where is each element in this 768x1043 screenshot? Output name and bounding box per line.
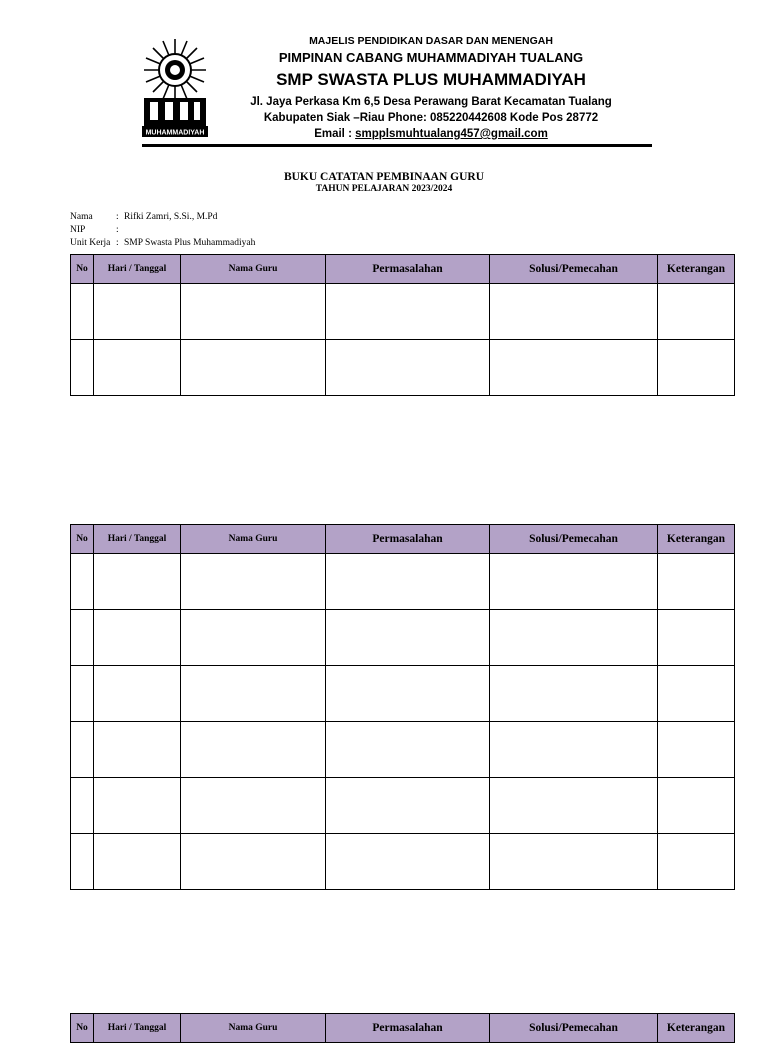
header-permasalahan: Permasalahan bbox=[326, 525, 490, 554]
cell-permasalahan[interactable] bbox=[326, 722, 490, 778]
header-keterangan: Keterangan bbox=[658, 1014, 735, 1043]
header-hari-tanggal: Hari / Tanggal bbox=[94, 1014, 181, 1043]
cell-solusi[interactable] bbox=[490, 666, 658, 722]
info-label: Unit Kerja bbox=[70, 238, 111, 248]
letterhead bbox=[140, 30, 652, 150]
info-row-nip bbox=[70, 224, 255, 237]
school-email-line bbox=[230, 128, 632, 140]
document-subtitle: TAHUN PELAJARAN 2023/2024 bbox=[315, 184, 453, 194]
header-nama-guru: Nama Guru bbox=[181, 1014, 326, 1043]
table-row bbox=[71, 722, 735, 778]
cell-hari-tanggal[interactable] bbox=[94, 284, 181, 340]
cell-no[interactable] bbox=[71, 284, 94, 340]
cell-solusi[interactable] bbox=[490, 778, 658, 834]
cell-nama-guru[interactable] bbox=[181, 554, 326, 610]
cell-permasalahan[interactable] bbox=[326, 778, 490, 834]
info-colon: : bbox=[116, 238, 119, 248]
muhammadiyah-logo-icon bbox=[140, 36, 210, 138]
cell-hari-tanggal[interactable] bbox=[94, 340, 181, 396]
header-nama-guru: Nama Guru bbox=[181, 525, 326, 554]
coaching-log-table bbox=[70, 254, 735, 396]
cell-keterangan[interactable] bbox=[658, 610, 735, 666]
info-row-nama bbox=[70, 211, 255, 224]
coaching-log-table bbox=[70, 524, 735, 890]
cell-keterangan[interactable] bbox=[658, 284, 735, 340]
cell-keterangan[interactable] bbox=[658, 834, 735, 890]
cell-solusi[interactable] bbox=[490, 554, 658, 610]
header-keterangan: Keterangan bbox=[658, 525, 735, 554]
cell-solusi[interactable] bbox=[490, 722, 658, 778]
info-label: Nama bbox=[70, 212, 93, 222]
table-row bbox=[71, 666, 735, 722]
header-no: No bbox=[71, 255, 94, 284]
cell-permasalahan[interactable] bbox=[326, 666, 490, 722]
cell-nama-guru[interactable] bbox=[181, 284, 326, 340]
school-address: Jl. Jaya Perkasa Km 6,5 Desa Perawang Barat Kecamatan Tualang bbox=[250, 96, 612, 108]
table-row bbox=[71, 284, 735, 340]
cell-solusi[interactable] bbox=[490, 284, 658, 340]
logo-label: MUHAMMADIYAH bbox=[145, 129, 205, 137]
header-no: No bbox=[71, 525, 94, 554]
cell-keterangan[interactable] bbox=[658, 554, 735, 610]
cell-no[interactable] bbox=[71, 340, 94, 396]
cell-no[interactable] bbox=[71, 722, 94, 778]
cell-hari-tanggal[interactable] bbox=[94, 834, 181, 890]
info-value: Rifki Zamri, S.Si., M.Pd bbox=[124, 212, 218, 222]
email-label: Email : bbox=[314, 128, 356, 140]
header-solusi: Solusi/Pemecahan bbox=[490, 255, 658, 284]
header-permasalahan: Permasalahan bbox=[326, 1014, 490, 1043]
cell-permasalahan[interactable] bbox=[326, 834, 490, 890]
cell-solusi[interactable] bbox=[490, 340, 658, 396]
email-link[interactable]: smpplsmuhtualang457@gmail.com bbox=[355, 128, 548, 140]
header-solusi: Solusi/Pemecahan bbox=[490, 1014, 658, 1043]
school-contact: Kabupaten Siak –Riau Phone: 085220442608 Kode Pos 28772 bbox=[263, 112, 599, 124]
cell-no[interactable] bbox=[71, 610, 94, 666]
table-header-row bbox=[71, 255, 735, 284]
cell-hari-tanggal[interactable] bbox=[94, 554, 181, 610]
header-solusi: Solusi/Pemecahan bbox=[490, 525, 658, 554]
info-value: SMP Swasta Plus Muhammadiyah bbox=[124, 238, 256, 248]
teacher-info bbox=[70, 211, 255, 250]
cell-no[interactable] bbox=[71, 666, 94, 722]
cell-permasalahan[interactable] bbox=[326, 554, 490, 610]
cell-no[interactable] bbox=[71, 554, 94, 610]
cell-hari-tanggal[interactable] bbox=[94, 778, 181, 834]
table-header-row bbox=[71, 1014, 735, 1043]
cell-nama-guru[interactable] bbox=[181, 610, 326, 666]
table-row bbox=[71, 834, 735, 890]
cell-no[interactable] bbox=[71, 778, 94, 834]
council-name: MAJELIS PENDIDIKAN DASAR DAN MENENGAH bbox=[309, 35, 553, 47]
cell-keterangan[interactable] bbox=[658, 722, 735, 778]
branch-name: PIMPINAN CABANG MUHAMMADIYAH TUALANG bbox=[278, 50, 584, 65]
cell-permasalahan[interactable] bbox=[326, 610, 490, 666]
header-permasalahan: Permasalahan bbox=[326, 255, 490, 284]
cell-hari-tanggal[interactable] bbox=[94, 610, 181, 666]
cell-keterangan[interactable] bbox=[658, 778, 735, 834]
info-colon: : bbox=[116, 225, 119, 235]
cell-solusi[interactable] bbox=[490, 610, 658, 666]
table-row bbox=[71, 554, 735, 610]
table-row bbox=[71, 778, 735, 834]
cell-hari-tanggal[interactable] bbox=[94, 722, 181, 778]
document-title: BUKU CATATAN PEMBINAAN GURU bbox=[283, 171, 485, 183]
cell-nama-guru[interactable] bbox=[181, 722, 326, 778]
school-name: SMP SWASTA PLUS MUHAMMADIYAH bbox=[276, 70, 586, 89]
cell-keterangan[interactable] bbox=[658, 340, 735, 396]
cell-solusi[interactable] bbox=[490, 834, 658, 890]
cell-nama-guru[interactable] bbox=[181, 340, 326, 396]
info-colon: : bbox=[116, 212, 119, 222]
info-row-unit-kerja bbox=[70, 237, 255, 250]
cell-permasalahan[interactable] bbox=[326, 340, 490, 396]
coaching-log-table bbox=[70, 1013, 735, 1043]
header-keterangan: Keterangan bbox=[658, 255, 735, 284]
cell-permasalahan[interactable] bbox=[326, 284, 490, 340]
table-row bbox=[71, 340, 735, 396]
header-no: No bbox=[71, 1014, 94, 1043]
table-row bbox=[71, 610, 735, 666]
table-header-row bbox=[71, 525, 735, 554]
header-nama-guru: Nama Guru bbox=[181, 255, 326, 284]
header-hari-tanggal: Hari / Tanggal bbox=[94, 255, 181, 284]
cell-nama-guru[interactable] bbox=[181, 834, 326, 890]
cell-nama-guru[interactable] bbox=[181, 666, 326, 722]
header-hari-tanggal: Hari / Tanggal bbox=[94, 525, 181, 554]
info-label: NIP bbox=[70, 225, 86, 235]
letterhead-divider bbox=[142, 144, 652, 147]
cell-no[interactable] bbox=[71, 834, 94, 890]
cell-keterangan[interactable] bbox=[658, 666, 735, 722]
cell-nama-guru[interactable] bbox=[181, 778, 326, 834]
cell-hari-tanggal[interactable] bbox=[94, 666, 181, 722]
